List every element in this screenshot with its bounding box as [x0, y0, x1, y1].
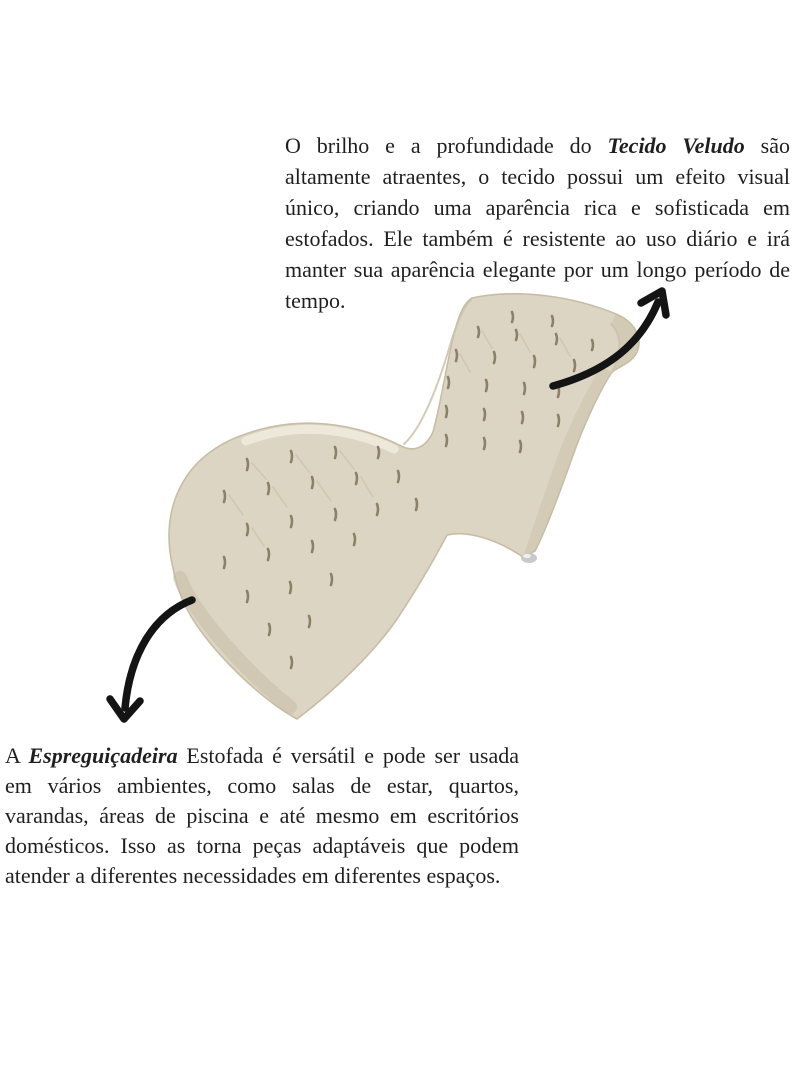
velvet-highlight: Tecido Veludo — [607, 133, 745, 158]
velvet-description-before: O brilho e a profundidade do — [285, 133, 608, 158]
chrome-foot-glint — [523, 554, 531, 558]
chaise-description-before: A — [5, 743, 29, 768]
chaise-description-after: Estofada é versátil e pode ser usada em vários ambientes, como salas de estar, quartos, varandas, áreas de piscina e até mesmo em escritórios domésticos. Isso as torna peças adaptáveis que podem atender a diferentes necessidades em diferentes espaços. — [5, 743, 519, 888]
curved-arrow-down-shaft — [125, 600, 192, 708]
velvet-description-after: são altamente atraentes, o tecido possui um efeito visual único, criando uma aparência rica e sofisticada em estofados. Ele também é resistente ao uso diário e irá manter sua aparência elegante por um longo período de tempo. — [285, 133, 790, 313]
chaise-highlight: Espreguiçadeira — [28, 743, 178, 768]
chaise-longue-photo — [169, 294, 639, 719]
curved-arrow-down-icon — [110, 600, 192, 719]
chaise-description-text — [5, 741, 519, 891]
